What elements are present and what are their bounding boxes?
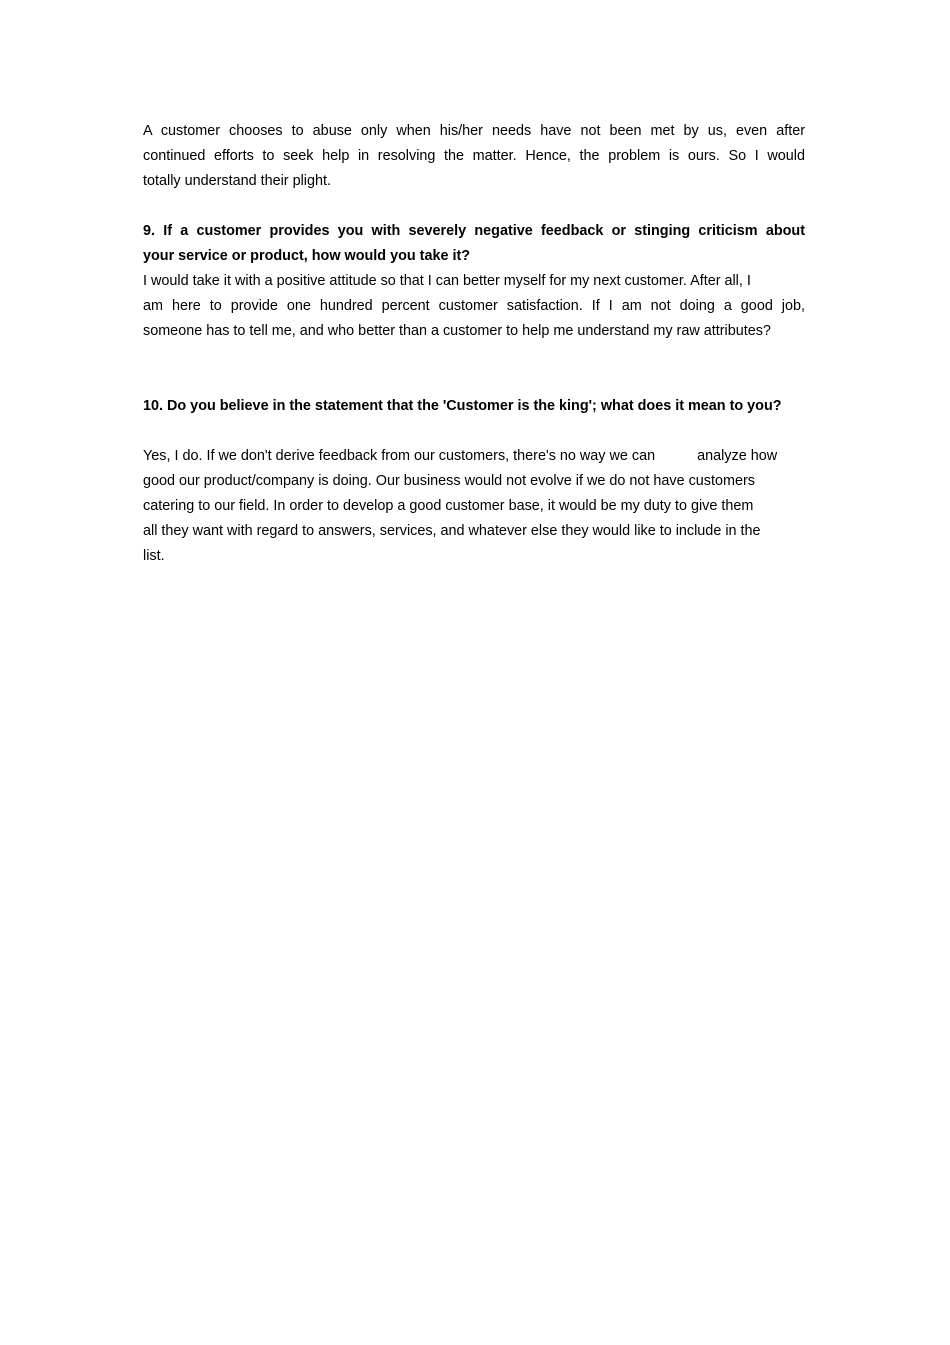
question-9-heading-line: your service or product, how would you take it? — [143, 248, 471, 264]
question-10-answer-line — [143, 444, 805, 469]
question-10-answer-line: all they want with regard to answers, services, and whatever else they would like to include in the — [143, 523, 761, 539]
question-9-section — [143, 219, 805, 344]
question-10-answer-line: catering to our field. In order to develop a good customer base, it would be my duty to give them — [143, 498, 754, 514]
intro-paragraph — [143, 119, 805, 194]
question-10-answer-line: good our product/company is doing. Our business would not evolve if we do not have customers — [143, 473, 755, 489]
question-10-section — [143, 394, 805, 569]
question-9-answer-line: someone has to tell me, and who better than a customer to help me understand my raw attributes? — [143, 323, 771, 339]
paragraph-line: totally understand their plight. — [143, 173, 331, 189]
question-9-answer-line: am here to provide one hundred percent customer satisfaction. If I am not doing a good job, — [143, 298, 805, 314]
answer-text-left: Yes, I do. If we don't derive feedback from our customers, there's no way we can — [143, 448, 656, 464]
paragraph-line: continued efforts to seek help in resolving the matter. Hence, the problem is ours. So I would — [143, 148, 805, 164]
paragraph-line: A customer chooses to abuse only when his/her needs have not been met by us, even after — [143, 123, 805, 139]
question-10-answer — [143, 444, 805, 569]
answer-text-right: analyze how — [697, 448, 778, 464]
question-9-answer-line: I would take it with a positive attitude so that I can better myself for my next customer. After all, I — [143, 273, 751, 289]
question-10-heading: 10. Do you believe in the statement that the 'Customer is the king'; what does it mean to you? — [143, 398, 782, 414]
question-9-heading-line: 9. If a customer provides you with severely negative feedback or stinging criticism about — [143, 223, 805, 239]
document-page — [143, 119, 805, 569]
question-10-answer-line: list. — [143, 548, 165, 564]
